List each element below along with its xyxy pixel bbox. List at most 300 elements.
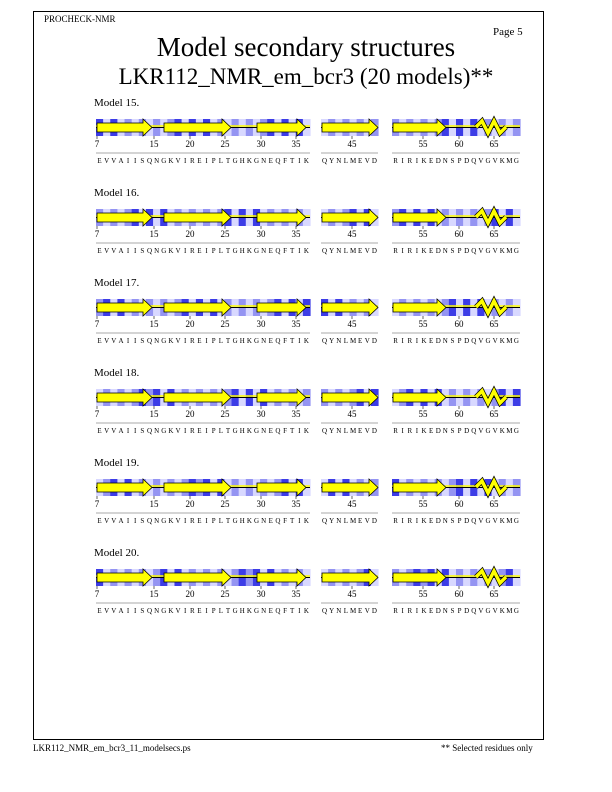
sequence-letter: K	[168, 337, 174, 345]
sequence-letter: L	[218, 157, 223, 165]
sequence-letter: L	[343, 607, 349, 615]
sequence-letter: T	[225, 157, 231, 165]
sequence-letter: Q	[275, 157, 281, 165]
sequence-letter: V	[492, 157, 498, 165]
sequence-letter: G	[161, 157, 167, 165]
residue-tick-label: 7	[94, 139, 100, 149]
residue-tick-label: 25	[220, 589, 230, 599]
sequence-letter: K	[168, 247, 174, 255]
sequence-letter: P	[211, 157, 216, 165]
sequence-letter: D	[435, 157, 441, 165]
sequence-letter: I	[298, 607, 301, 615]
sequence-letter: E	[268, 247, 273, 255]
sequence-letter: K	[246, 517, 252, 525]
residue-tick-label: 25	[220, 139, 230, 149]
sequence-letter: K	[303, 427, 309, 435]
sequence-letter: G	[513, 157, 519, 165]
sequence-letter: N	[154, 157, 160, 165]
sequence-letter: M	[349, 427, 357, 435]
sequence-letter: L	[343, 517, 349, 525]
residue-tick-label: 35	[291, 499, 301, 509]
residue-tick-label: 20	[185, 499, 195, 509]
residue-tick-label: 55	[418, 139, 428, 149]
residue-tick-label: 25	[220, 409, 230, 419]
residue-tick-label: 65	[489, 409, 499, 419]
sequence-letter: L	[218, 337, 223, 345]
sequence-letter: I	[205, 607, 208, 615]
model-title: Model 17.	[94, 277, 140, 289]
sequence-letter: K	[303, 607, 309, 615]
sequence-letter: G	[161, 607, 167, 615]
residue-tick-label: 20	[185, 229, 195, 239]
sequence-letter: D	[435, 607, 441, 615]
sequence-letter: Q	[146, 337, 153, 345]
sequence-letter: M	[506, 157, 513, 165]
residue-tick-label: 35	[291, 409, 301, 419]
sequence-letter: P	[211, 517, 216, 525]
residue-tick-label: 20	[185, 319, 195, 329]
sequence-letter: K	[499, 517, 505, 525]
residue-tick-label: 55	[418, 319, 428, 329]
sequence-letter: D	[435, 247, 441, 255]
sequence-letter: F	[283, 427, 287, 435]
sequence-letter: E	[197, 157, 202, 165]
sequence-letter: V	[478, 607, 484, 615]
sequence-letter: H	[239, 427, 245, 435]
sequence-letter: K	[421, 247, 427, 255]
sequence-letter: R	[393, 157, 398, 165]
sequence-letter: E	[197, 517, 202, 525]
secondary-structure-track	[0, 564, 612, 626]
sequence-letter: S	[450, 157, 455, 165]
sequence-letter: I	[205, 157, 208, 165]
secondary-structure-track	[0, 294, 612, 356]
sequence-letter: I	[126, 607, 130, 615]
sequence-letter: V	[111, 247, 117, 255]
sequence-letter: V	[364, 607, 370, 615]
sequence-letter: K	[168, 157, 174, 165]
sequence-letter: R	[407, 157, 413, 165]
sequence-letter: M	[506, 427, 513, 435]
sequence-letter: I	[134, 247, 137, 255]
sequence-letter: I	[298, 517, 301, 525]
sequence-letter: Q	[322, 157, 328, 165]
sequence-letter: S	[450, 607, 455, 615]
sequence-letter: K	[421, 157, 427, 165]
residue-tick-label: 65	[489, 139, 499, 149]
sequence-letter: V	[104, 427, 110, 435]
sequence-letter: N	[261, 517, 267, 525]
sequence-letter: I	[126, 337, 130, 345]
residue-tick-label: 35	[291, 319, 301, 329]
residue-tick-label: 65	[489, 499, 499, 509]
sequence-letter: N	[442, 157, 448, 165]
sequence-letter: K	[499, 337, 505, 345]
sequence-letter: G	[161, 247, 167, 255]
model-title: Model 18.	[94, 367, 140, 379]
sequence-letter: Q	[146, 247, 153, 255]
residue-tick-label: 20	[185, 139, 195, 149]
sequence-letter: Q	[322, 517, 328, 525]
sequence-letter: P	[457, 337, 462, 345]
residue-tick-label: 15	[149, 229, 159, 239]
sequence-letter: N	[442, 607, 448, 615]
residue-tick-label: 35	[291, 139, 301, 149]
sequence-letter: I	[401, 157, 404, 165]
residue-tick-label: 15	[149, 499, 159, 509]
sequence-letter: V	[111, 607, 117, 615]
residue-tick-label: 55	[418, 589, 428, 599]
sequence-letter: V	[104, 337, 110, 345]
sequence-letter: I	[183, 517, 187, 525]
sequence-letter: I	[134, 517, 137, 525]
sequence-letter: R	[407, 607, 413, 615]
sequence-letter: V	[111, 337, 117, 345]
sequence-letter: R	[189, 247, 195, 255]
sequence-letter: K	[421, 517, 427, 525]
sequence-letter: F	[283, 157, 287, 165]
sequence-letter: E	[97, 427, 102, 435]
sequence-letter: Q	[275, 427, 281, 435]
sequence-letter: I	[183, 157, 187, 165]
sequence-letter: K	[499, 427, 505, 435]
sequence-letter: S	[140, 157, 145, 165]
sequence-letter: N	[154, 607, 160, 615]
sequence-letter: S	[140, 517, 145, 525]
secondary-structure-track	[0, 474, 612, 536]
sequence-letter: K	[246, 337, 252, 345]
sequence-letter: D	[371, 337, 377, 345]
sequence-letter: M	[349, 247, 357, 255]
sequence-letter: Y	[329, 607, 335, 615]
sequence-letter: D	[371, 607, 377, 615]
sequence-letter: V	[478, 337, 484, 345]
sequence-letter: V	[364, 337, 370, 345]
sequence-letter: V	[478, 427, 484, 435]
sequence-letter: I	[401, 337, 404, 345]
sequence-letter: D	[464, 247, 470, 255]
sequence-letter: N	[261, 607, 267, 615]
sequence-letter: E	[97, 607, 102, 615]
sequence-letter: R	[407, 247, 413, 255]
sequence-letter: G	[513, 427, 519, 435]
sequence-letter: I	[401, 607, 404, 615]
sequence-letter: D	[464, 157, 470, 165]
sequence-letter: V	[492, 517, 498, 525]
sequence-letter: E	[197, 607, 202, 615]
sequence-letter: I	[183, 607, 187, 615]
sequence-letter: K	[168, 517, 174, 525]
sequence-letter: I	[401, 517, 404, 525]
sequence-letter: G	[232, 337, 238, 345]
sequence-letter: E	[268, 337, 273, 345]
sequence-letter: I	[415, 607, 419, 615]
sequence-letter: G	[232, 607, 238, 615]
sequence-letter: V	[111, 157, 117, 165]
sequence-letter: S	[450, 247, 455, 255]
sequence-letter: G	[253, 247, 260, 255]
sequence-letter: L	[218, 247, 223, 255]
residue-tick-label: 30	[256, 229, 266, 239]
sequence-letter: P	[457, 427, 462, 435]
sequence-letter: V	[478, 157, 484, 165]
sequence-letter: M	[506, 607, 513, 615]
sequence-letter: Q	[471, 337, 477, 345]
sequence-letter: G	[485, 517, 491, 525]
sequence-letter: N	[336, 337, 342, 345]
sequence-letter: Q	[146, 157, 153, 165]
sequence-letter: K	[499, 247, 505, 255]
sequence-letter: I	[126, 157, 130, 165]
sequence-letter: V	[104, 247, 110, 255]
sequence-letter: N	[336, 157, 342, 165]
sequence-letter: Y	[329, 427, 335, 435]
sequence-letter: I	[205, 517, 208, 525]
sequence-letter: E	[358, 157, 363, 165]
sequence-letter: G	[253, 157, 260, 165]
page-title: Model secondary structures	[156, 32, 456, 62]
sequence-letter: I	[401, 427, 404, 435]
sequence-letter: D	[464, 607, 470, 615]
residue-tick-label: 30	[256, 139, 266, 149]
sequence-letter: D	[371, 427, 377, 435]
model-title: Model 20.	[94, 547, 140, 559]
sequence-letter: D	[435, 427, 441, 435]
residue-tick-label: 20	[185, 409, 195, 419]
residue-tick-label: 55	[418, 229, 428, 239]
page-subtitle: LKR112_NMR_em_bcr3 (20 models)**	[118, 64, 494, 89]
sequence-letter: E	[197, 337, 202, 345]
sequence-letter: E	[197, 427, 202, 435]
sequence-letter: I	[126, 247, 130, 255]
sequence-letter: M	[506, 247, 513, 255]
sequence-letter: G	[253, 337, 260, 345]
sequence-letter: I	[298, 337, 301, 345]
sequence-letter: E	[268, 607, 273, 615]
sequence-letter: F	[283, 337, 287, 345]
sequence-letter: I	[205, 337, 208, 345]
sequence-letter: I	[126, 517, 130, 525]
sequence-letter: V	[104, 517, 110, 525]
sequence-letter: D	[464, 517, 470, 525]
sequence-letter: L	[343, 247, 349, 255]
sequence-letter: I	[126, 427, 130, 435]
sequence-letter: Q	[471, 607, 477, 615]
sequence-letter: G	[485, 247, 491, 255]
sequence-letter: E	[358, 337, 363, 345]
sequence-letter: H	[239, 247, 245, 255]
sequence-letter: T	[290, 157, 295, 165]
sequence-letter: V	[364, 157, 370, 165]
sequence-letter: K	[168, 607, 174, 615]
sequence-letter: D	[435, 337, 441, 345]
sequence-letter: M	[349, 517, 357, 525]
sequence-letter: P	[457, 607, 462, 615]
sequence-letter: P	[211, 337, 216, 345]
sequence-letter: K	[246, 247, 252, 255]
sequence-letter: E	[428, 607, 434, 615]
residue-tick-label: 15	[149, 409, 159, 419]
residue-tick-label: 55	[418, 499, 428, 509]
sequence-letter: T	[225, 247, 231, 255]
sequence-letter: A	[118, 607, 124, 615]
sequence-letter: D	[371, 157, 377, 165]
sequence-letter: E	[428, 517, 434, 525]
sequence-letter: L	[218, 607, 223, 615]
model-title: Model 15.	[94, 97, 140, 109]
residue-tick-label: 60	[454, 589, 464, 599]
sequence-letter: I	[415, 157, 419, 165]
sequence-letter: H	[239, 607, 245, 615]
residue-tick-label: 35	[291, 229, 301, 239]
residue-tick-label: 45	[347, 409, 357, 419]
sequence-letter: S	[140, 427, 145, 435]
sequence-letter: N	[442, 337, 448, 345]
sequence-letter: M	[349, 157, 357, 165]
sequence-letter: M	[349, 337, 357, 345]
sequence-letter: D	[371, 517, 377, 525]
sequence-letter: R	[393, 247, 398, 255]
sequence-letter: G	[485, 427, 491, 435]
residue-tick-label: 15	[149, 319, 159, 329]
sequence-letter: Q	[471, 157, 477, 165]
sequence-letter: V	[364, 517, 370, 525]
residue-tick-label: 65	[489, 229, 499, 239]
sequence-letter: L	[343, 157, 349, 165]
sequence-letter: E	[428, 427, 434, 435]
residue-tick-label: 25	[220, 499, 230, 509]
sequence-letter: T	[290, 337, 295, 345]
sequence-letter: Q	[275, 607, 281, 615]
sequence-letter: S	[450, 337, 455, 345]
sequence-letter: V	[175, 607, 181, 615]
residue-tick-label: 7	[94, 589, 100, 599]
sequence-letter: G	[485, 607, 491, 615]
secondary-structure-track	[0, 384, 612, 446]
sequence-letter: M	[506, 337, 513, 345]
sequence-letter: V	[364, 427, 370, 435]
sequence-letter: T	[225, 427, 231, 435]
sequence-letter: R	[393, 337, 398, 345]
sequence-letter: Q	[322, 607, 328, 615]
sequence-letter: H	[239, 157, 245, 165]
sequence-letter: K	[303, 517, 309, 525]
sequence-letter: N	[336, 517, 342, 525]
sequence-letter: R	[189, 517, 195, 525]
sequence-letter: E	[428, 157, 434, 165]
sequence-letter: N	[261, 427, 267, 435]
residue-tick-label: 20	[185, 589, 195, 599]
sequence-letter: E	[268, 157, 273, 165]
secondary-structure-track	[0, 204, 612, 266]
sequence-letter: A	[118, 337, 124, 345]
sequence-letter: G	[232, 427, 238, 435]
sequence-letter: K	[421, 427, 427, 435]
sequence-letter: E	[358, 247, 363, 255]
sequence-letter: N	[442, 517, 448, 525]
sequence-letter: V	[364, 247, 370, 255]
sequence-letter: N	[154, 247, 160, 255]
sequence-letter: K	[303, 337, 309, 345]
footer-filename: LKR112_NMR_em_bcr3_11_modelsecs.ps	[33, 743, 191, 753]
residue-tick-label: 30	[256, 409, 266, 419]
residue-tick-label: 30	[256, 589, 266, 599]
sequence-letter: P	[211, 247, 216, 255]
sequence-letter: S	[450, 427, 455, 435]
sequence-letter: I	[183, 247, 187, 255]
sequence-letter: N	[336, 247, 342, 255]
secondary-structure-track	[0, 114, 612, 176]
sequence-letter: N	[154, 427, 160, 435]
sequence-letter: V	[175, 337, 181, 345]
sequence-letter: K	[421, 337, 427, 345]
sequence-letter: E	[197, 247, 202, 255]
sequence-letter: E	[268, 427, 273, 435]
sequence-letter: Q	[275, 517, 281, 525]
sequence-letter: Q	[471, 247, 477, 255]
sequence-letter: K	[499, 157, 505, 165]
sequence-letter: E	[268, 517, 273, 525]
sequence-letter: I	[134, 337, 137, 345]
sequence-letter: S	[140, 337, 145, 345]
residue-tick-label: 7	[94, 319, 100, 329]
sequence-letter: K	[421, 607, 427, 615]
sequence-letter: Q	[471, 427, 477, 435]
sequence-letter: A	[118, 427, 124, 435]
residue-tick-label: 45	[347, 139, 357, 149]
sequence-letter: I	[205, 247, 208, 255]
sequence-letter: G	[232, 157, 238, 165]
sequence-letter: Y	[329, 157, 335, 165]
sequence-letter: V	[104, 607, 110, 615]
residue-tick-label: 45	[347, 589, 357, 599]
sequence-letter: R	[189, 427, 195, 435]
sequence-letter: F	[283, 517, 287, 525]
sequence-letter: G	[161, 517, 167, 525]
sequence-letter: G	[513, 247, 519, 255]
sequence-letter: K	[246, 607, 252, 615]
sequence-letter: H	[239, 337, 245, 345]
sequence-letter: K	[168, 427, 174, 435]
sequence-letter: E	[358, 517, 363, 525]
residue-tick-label: 35	[291, 589, 301, 599]
residue-tick-label: 45	[347, 319, 357, 329]
sequence-letter: I	[415, 427, 419, 435]
sequence-letter: I	[134, 157, 137, 165]
sequence-letter: T	[225, 517, 231, 525]
sequence-letter: Q	[146, 427, 153, 435]
sequence-letter: V	[175, 517, 181, 525]
page-number: Page 5	[493, 26, 523, 38]
sequence-letter: E	[358, 607, 363, 615]
sequence-letter: K	[499, 607, 505, 615]
sequence-letter: S	[140, 607, 145, 615]
sequence-letter: D	[464, 337, 470, 345]
sequence-letter: L	[343, 337, 349, 345]
sequence-letter: I	[415, 517, 419, 525]
sequence-letter: T	[290, 607, 295, 615]
sequence-letter: I	[205, 427, 208, 435]
residue-tick-label: 45	[347, 499, 357, 509]
sequence-letter: I	[298, 247, 301, 255]
sequence-letter: P	[457, 247, 462, 255]
sequence-letter: M	[506, 517, 513, 525]
sequence-letter: Q	[471, 517, 477, 525]
model-title: Model 19.	[94, 457, 140, 469]
sequence-letter: N	[336, 427, 342, 435]
sequence-letter: Y	[329, 337, 335, 345]
sequence-letter: E	[358, 427, 363, 435]
